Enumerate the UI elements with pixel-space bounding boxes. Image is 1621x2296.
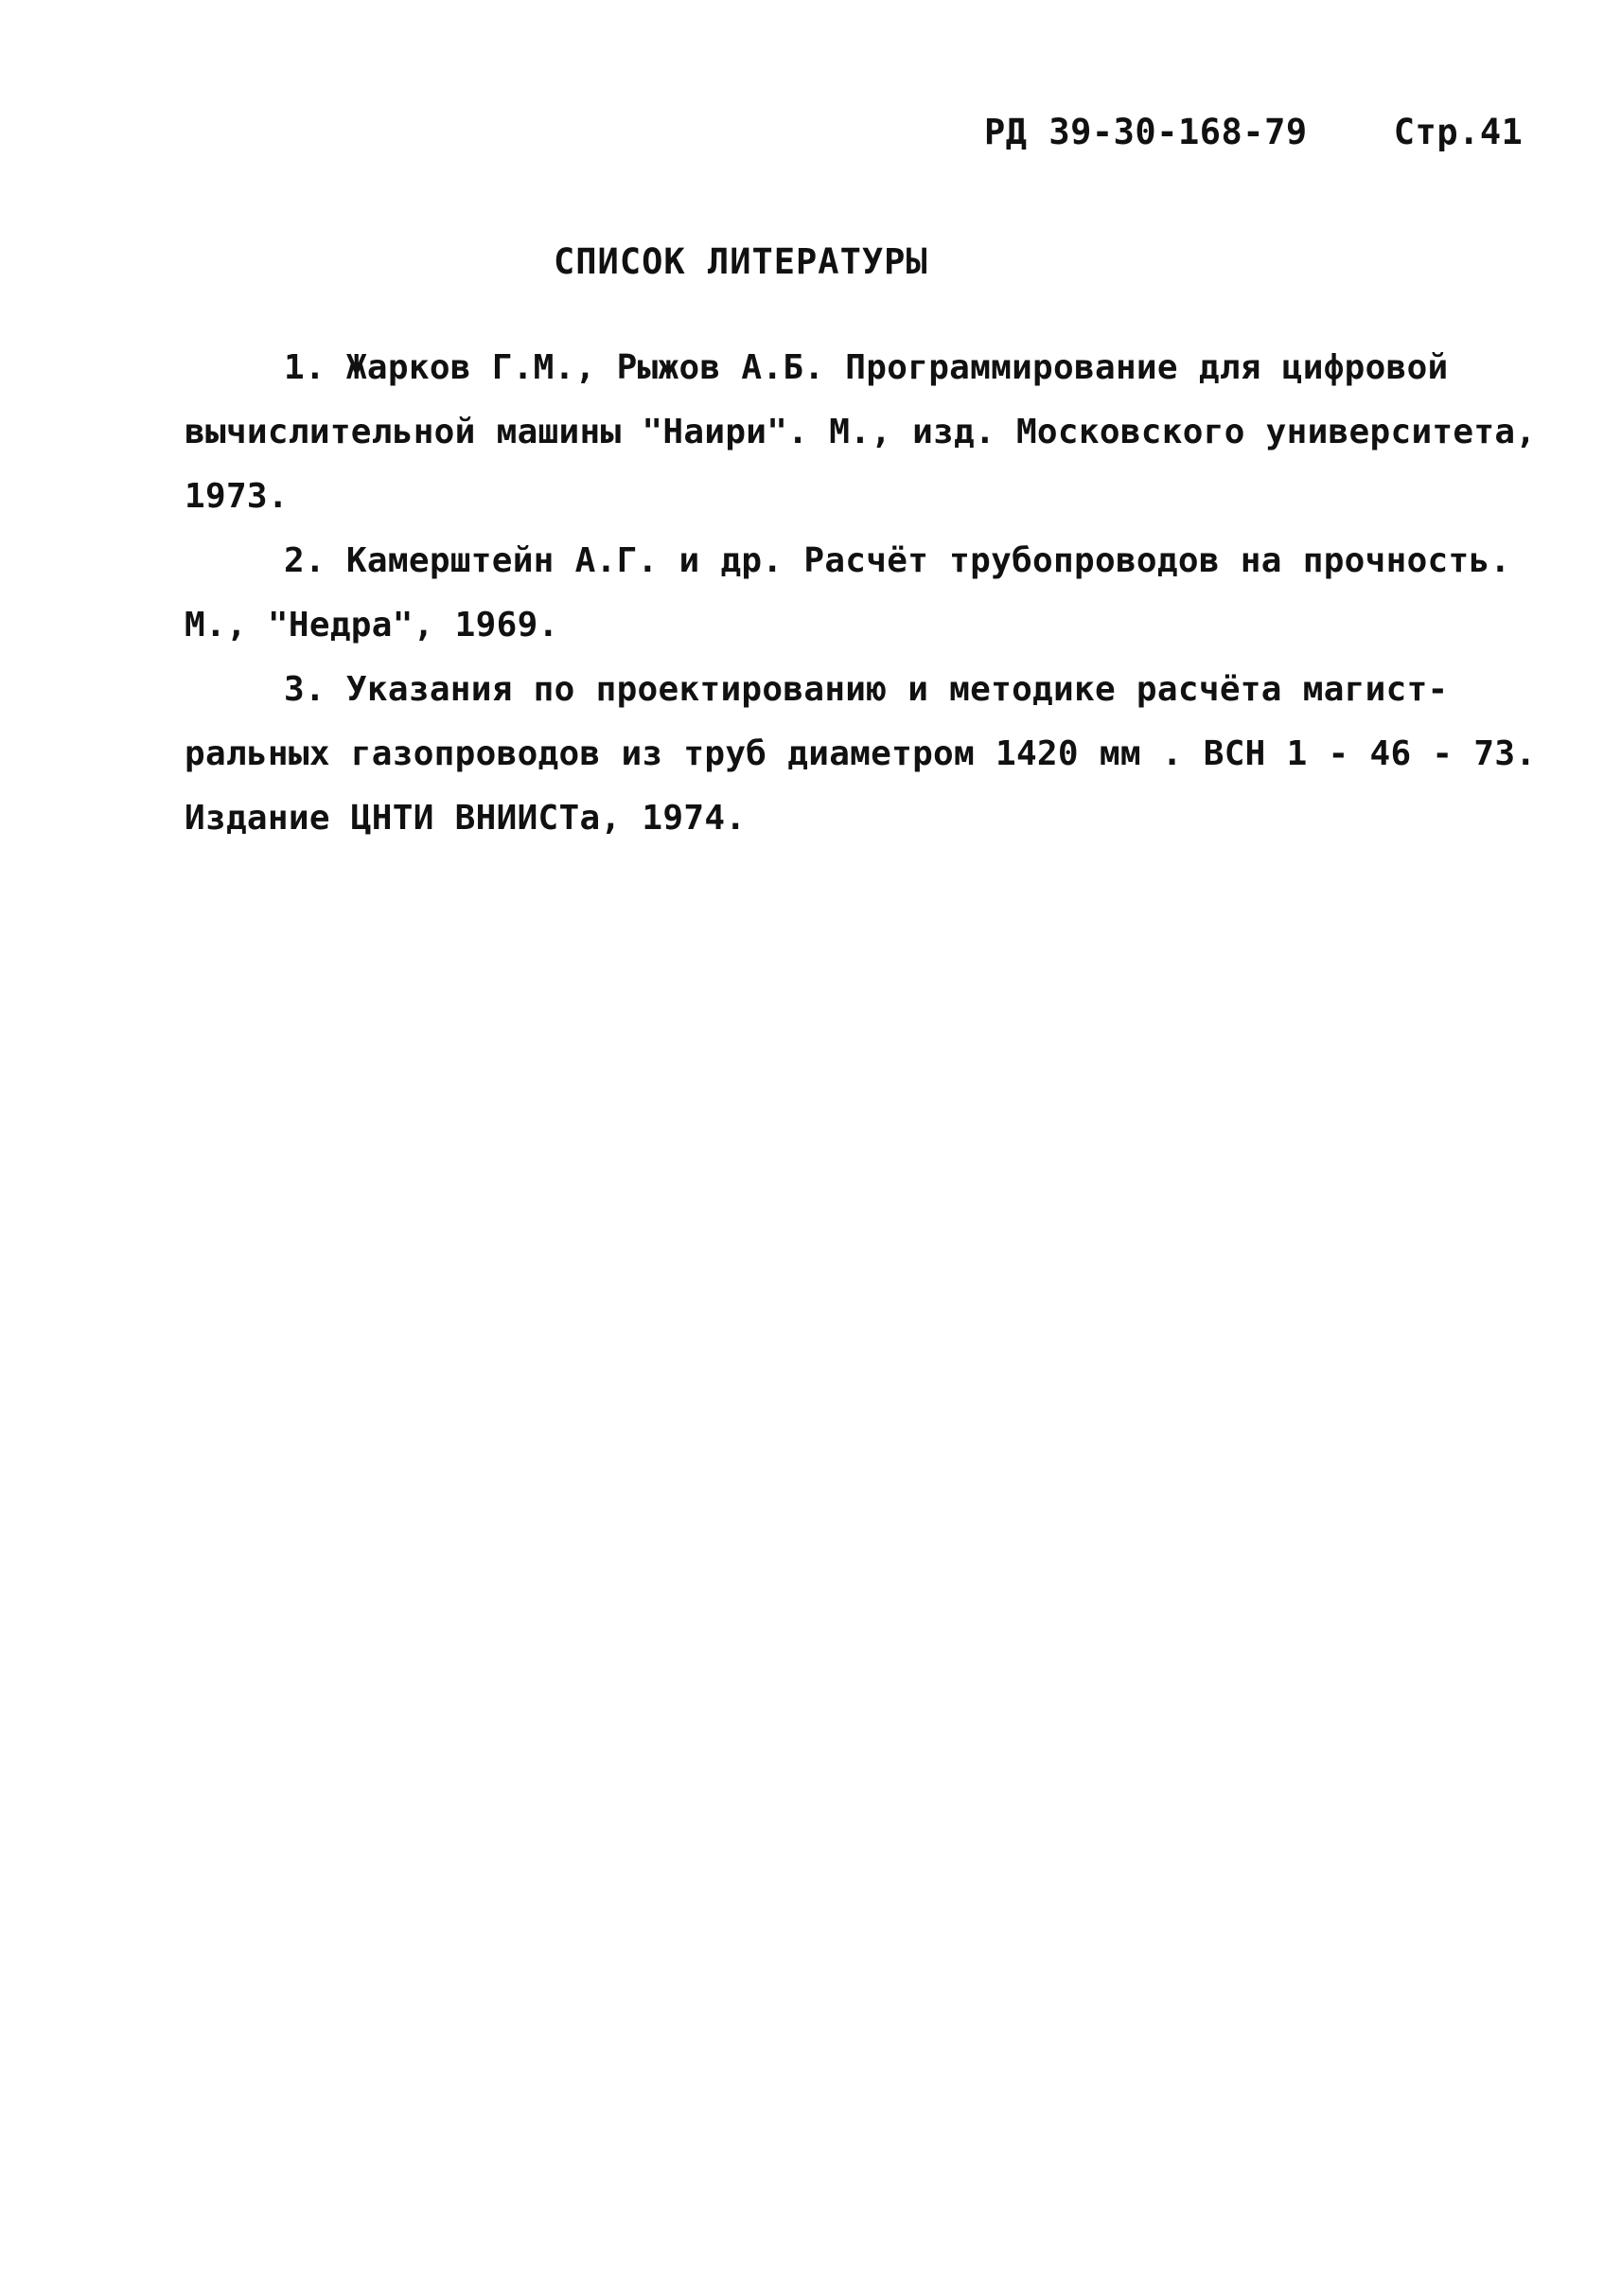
reference-2-line-2: М., "Недра", 1969. — [185, 606, 559, 645]
document-code: РД 39-30-168-79 — [984, 112, 1308, 152]
section-title: СПИСОК ЛИТЕРАТУРЫ — [554, 241, 928, 282]
reference-3-line-2: ральных газопроводов из труб диаметром 1420 мм . ВСН 1 - 46 - 73. — [185, 734, 1537, 773]
page-header — [984, 112, 1524, 152]
reference-3-line-3: Издание ЦНТИ ВНИИСТа, 1974. — [185, 799, 747, 838]
reference-1-line-1: 1. Жарков Г.М., Рыжов А.Б. Программирование для цифровой — [284, 348, 1449, 387]
reference-1-line-3: 1973. — [185, 477, 289, 516]
reference-3-line-1: 3. Указания по проектированию и методике расчёта магист- — [284, 670, 1449, 709]
page-number: Стр.41 — [1393, 112, 1524, 152]
reference-1-line-2: вычислительной машины "Наири". М., изд. Московского университета, — [185, 413, 1537, 451]
reference-2-line-1: 2. Камерштейн А.Г. и др. Расчёт трубопроводов на прочность. — [284, 541, 1511, 580]
